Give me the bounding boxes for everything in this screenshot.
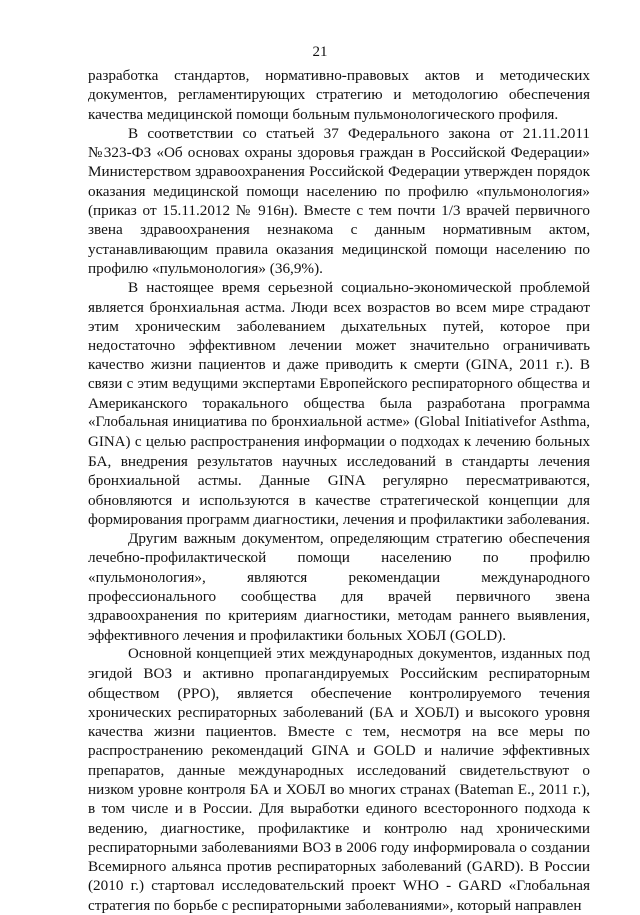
paragraph: [88, 278, 590, 529]
text-line: эффективного лечения и профилактики больных ХОБЛ (GOLD).: [88, 626, 507, 644]
text-line: профилю «пульмонология» (36,9%).: [88, 259, 323, 277]
paragraph: [88, 645, 590, 915]
paragraph: [88, 124, 590, 278]
paragraph: [88, 66, 590, 124]
text-line: Другим важным документом, определяющим стратегию обеспечения: [128, 530, 590, 548]
text-line: качество жизни пациентов и даже приводить к смерти (GINA, 2011 г.). В: [88, 356, 590, 374]
text-line: в том числе и в России. Для выработки единого всесторонного подхода к: [88, 800, 590, 818]
text-line: респираторными заболеваниями ВОЗ в 2006 году информировала о создании: [88, 838, 590, 856]
text-line: ведению, диагностике, профилактике и контролю над хроническими: [88, 819, 590, 837]
text-line: является бронхиальная астма. Люди всех возрастов во всем мире страдают: [88, 298, 590, 316]
text-line: (приказ от 15.11.2012 № 916н). Вместе с тем почти 1/3 врачей первичного: [88, 202, 590, 220]
text-line: Основной концепцией этих международных документов, изданных под: [128, 645, 590, 662]
text-line: GINA) с целью распространения информации о подходах к лечению больных: [88, 433, 590, 450]
text-line: формирования программ диагностики, лечения и профилактики заболевания.: [88, 510, 590, 528]
text-line: Американского торакального общества была разработана программа: [88, 395, 590, 413]
text-line: звена здравоохранения незнакома с данным нормативным актом,: [88, 221, 590, 239]
text-line: стратегия по борьбе с респираторными заболеваниями», который направлен: [88, 896, 582, 914]
text-line: недостаточно эффективном лечении может значительно ограничивать: [88, 337, 590, 355]
text-line: обществом (РРО), является обеспечение контролируемого течения: [88, 684, 590, 702]
text-line: «пульмонология», являются рекомендации международного: [88, 568, 590, 586]
text-line: связи с этим ведущими экспертами Европейского респираторного общества и: [88, 375, 590, 392]
text-line: оказания медицинской помощи населению по профилю «пульмонология»: [88, 182, 590, 200]
text-line: лечебно-профилактической помощи населению по профилю: [88, 549, 590, 567]
text-line: БА, внедрения результатов научных исследований в стандарты лечения: [88, 452, 590, 470]
text-line: Министерством здравоохранения Российской Федерации утвержден порядок: [88, 163, 590, 181]
text-line: бронхиальной астмы. Данные GINA регулярно пересматриваются,: [88, 472, 590, 490]
text-line: №323-ФЗ «Об основах охраны здоровья граждан в Российской Федерации»: [88, 144, 590, 162]
text-line: качества жизни пациентов. Вместе с тем, несмотря на все меры по: [88, 723, 590, 741]
text-line: качества медицинской помощи больным пульмонологического профиля.: [88, 105, 559, 123]
paragraph: [88, 529, 590, 645]
text-line: В настоящее время серьезной социально-экономической проблемой: [128, 279, 590, 297]
text-line: устанавливающим правила оказания медицинской помощи населению по: [88, 240, 590, 258]
text-line: В соответствии со статьей 37 Федерального закона от 21.11.2011: [128, 124, 590, 142]
text-line: низком уровне контроля БА и ХОБЛ во многих странах (Bateman E., 2011 г.),: [88, 780, 590, 798]
text-line: препаратов, данные международных исследований свидетельствуют о: [88, 761, 590, 779]
body-text: [88, 66, 590, 915]
text-line: хронических респираторных заболеваний (БА и ХОБЛ) и высокого уровня: [88, 703, 590, 721]
text-line: эгидой ВОЗ и активно пропагандируемых Российским респираторным: [88, 665, 590, 683]
text-line: профессионального сообщества для врачей первичного звена: [88, 588, 590, 606]
text-line: разработка стандартов, нормативно-правовых актов и методических: [88, 67, 590, 84]
text-line: Всемирного альянса против респираторных заболеваний (GARD). В России: [88, 858, 590, 876]
text-line: распространению рекомендаций GINA и GOLD и наличие эффективных: [88, 742, 590, 760]
text-line: «Глобальная инициатива по бронхиальной астме» (Global Initiativefor Asthma,: [88, 414, 590, 431]
text-line: этим хроническим заболеванием дыхательных путей, которое при: [88, 317, 590, 335]
page-number: 21: [312, 44, 328, 60]
text-line: обновляются и используются в качестве стратегической концепции для: [88, 491, 590, 509]
text-line: (2010 г.) стартовал исследовательский проект WHO - GARD «Глобальная: [88, 877, 590, 895]
text-line: документов, регламентирующих стратегию и методологию обеспечения: [88, 86, 590, 104]
text-line: здравоохранения по критериям диагностики, методам раннего выявления,: [88, 607, 590, 625]
